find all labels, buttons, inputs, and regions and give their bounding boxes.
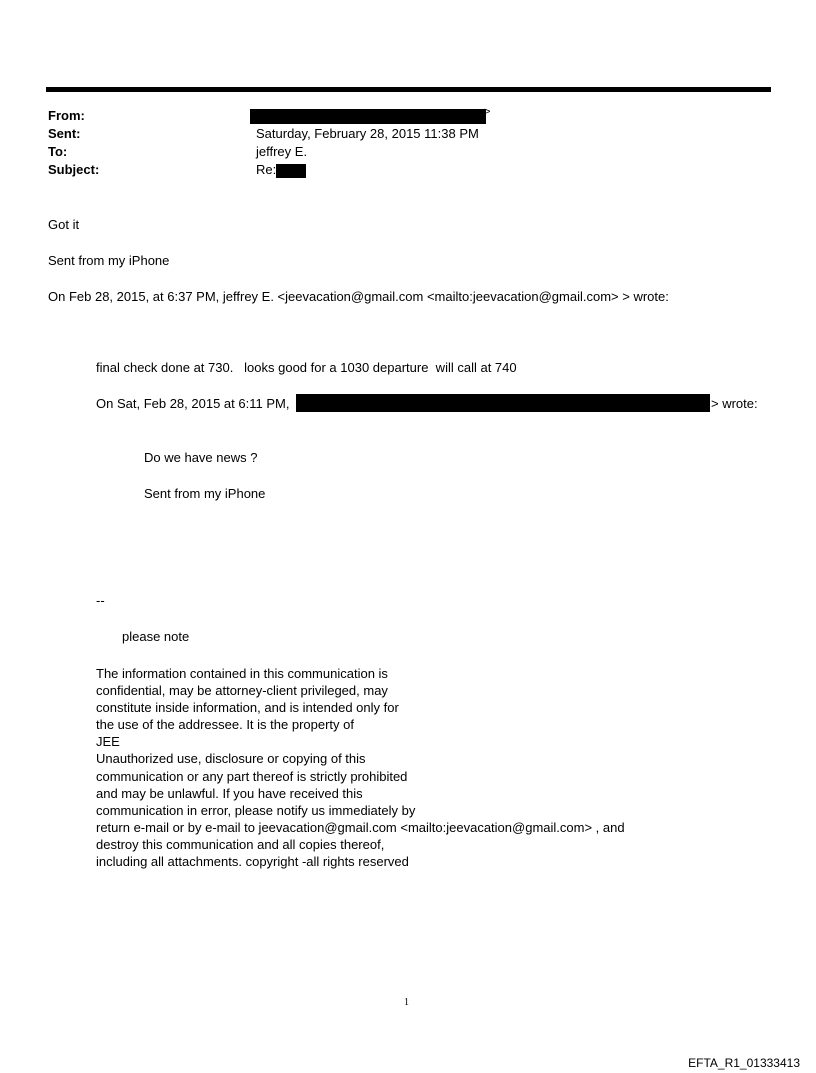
signature-separator: -- (96, 593, 105, 608)
disclaimer (96, 665, 625, 870)
subject-prefix: Re: (256, 162, 277, 177)
from-suffix: > (484, 106, 491, 118)
disclaimer-line: and may be unlawful. If you have received this (96, 785, 363, 801)
to-label: To: (48, 144, 68, 159)
nested-question: Do we have news ? (144, 450, 258, 465)
quote-intro: On Feb 28, 2015, at 6:37 PM, jeffrey E. <jeevacation@gmail.com <mailto:jeevacation@gmail.com> > wrote: (48, 289, 669, 304)
disclaimer-line: The information contained in this communication is (96, 666, 388, 681)
subject-redaction (276, 164, 306, 178)
nested-signature: Sent from my iPhone (144, 486, 266, 501)
disclaimer-line: confidential, may be attorney-client privileged, may (96, 683, 388, 699)
disclaimer-line: return e-mail or by e-mail to jeevacation@gmail.com <mailto:jeevacation@gmail.com> , and (96, 819, 625, 835)
quoted-sender-redaction (296, 394, 710, 412)
disclaimer-line: the use of the addressee. It is the property of (96, 717, 354, 733)
sent-label: Sent: (48, 126, 81, 141)
quoted-intro-end: > wrote: (711, 396, 758, 411)
quoted-intro-start: On Sat, Feb 28, 2015 at 6:11 PM, (96, 396, 294, 411)
reply-signature: Sent from my iPhone (48, 253, 170, 268)
from-redaction (250, 109, 486, 124)
disclaimer-line: JEE (96, 734, 120, 750)
disclaimer-line: communication in error, please notify us immediately by (96, 802, 416, 818)
page-number: 1 (404, 997, 409, 1008)
to-value: jeffrey E. (256, 144, 308, 159)
disclaimer-line: constitute inside information, and is intended only for (96, 700, 399, 716)
sent-value: Saturday, February 28, 2015 11:38 PM (256, 126, 479, 141)
header-rule (46, 87, 771, 92)
reply-text: Got it (48, 217, 80, 232)
disclaimer-line: Unauthorized use, disclosure or copying of this (96, 751, 366, 767)
document-id: EFTA_R1_01333413 (688, 1056, 800, 1070)
please-note: please note (122, 629, 190, 644)
disclaimer-line: destroy this communication and all copies thereof, (96, 836, 385, 852)
subject-label: Subject: (48, 162, 100, 177)
from-label: From: (48, 108, 85, 123)
disclaimer-line: communication or any part thereof is strictly prohibited (96, 768, 408, 784)
quoted-message: final check done at 730. looks good for a 1030 departure will call at 740 (96, 360, 517, 375)
disclaimer-line: including all attachments. copyright -all rights reserved (96, 854, 409, 870)
